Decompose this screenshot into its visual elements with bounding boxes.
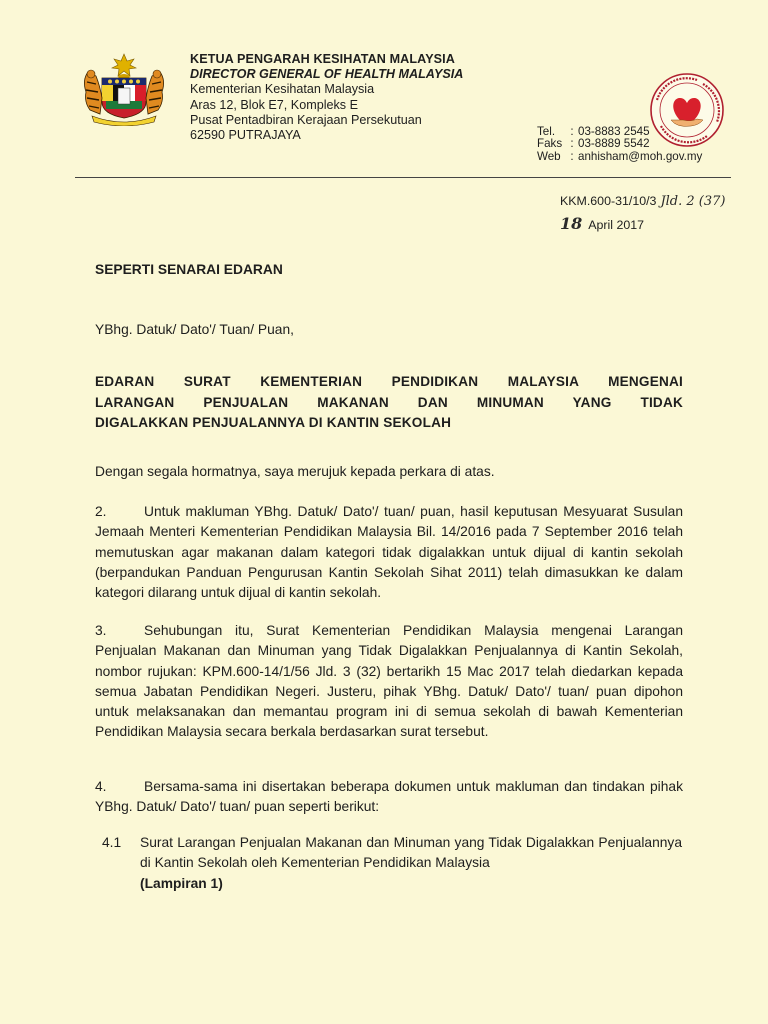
contact-value: 03-8883 2545 bbox=[578, 125, 650, 138]
contact-value: anhisham@moh.gov.my bbox=[578, 149, 703, 163]
address-line: 62590 PUTRAJAYA bbox=[190, 128, 301, 143]
paragraph-text: Bersama-sama ini disertakan beberapa dokumen untuk makluman dan tindakan pihak YBhg. Datuk/ Dato'/ tuan/ puan seperti berikut: bbox=[95, 779, 683, 815]
contact-label: Web bbox=[537, 149, 561, 163]
reference-number bbox=[560, 194, 725, 209]
subject-heading bbox=[95, 372, 683, 434]
contact-label: Tel. bbox=[537, 125, 556, 138]
subject-line: LARANGAN PENJUALAN MAKANAN DAN MINUMAN YANG TIDAK bbox=[95, 394, 683, 410]
contact-row-tel: Tel. : 03-8883 2545 bbox=[537, 125, 650, 138]
attachment-label: (Lampiran 1) bbox=[140, 875, 223, 891]
malaysia-coat-of-arms-icon bbox=[74, 52, 174, 126]
paragraph-number: 4. bbox=[95, 779, 107, 794]
contact-row-web: Web : anhisham@moh.gov.my bbox=[537, 149, 703, 163]
paragraph-number: 3. bbox=[95, 623, 107, 638]
contact-row-fax: Faks : 03-8889 5542 bbox=[537, 137, 650, 151]
contact-value: 03-8889 5542 bbox=[578, 137, 650, 151]
handwritten-volume: Jld. 2 (37) bbox=[660, 194, 726, 209]
salutation: YBhg. Datuk/ Dato'/ Tuan/ Puan, bbox=[95, 322, 294, 337]
item-text bbox=[140, 833, 682, 894]
contact-block bbox=[537, 126, 702, 163]
list-item-4-1 bbox=[102, 833, 682, 894]
org-title-bm: KETUA PENGARAH KESIHATAN MALAYSIA bbox=[190, 52, 455, 66]
opening-paragraph: Dengan segala hormatnya, saya merujuk kepada perkara di atas. bbox=[95, 464, 495, 479]
org-title-en: DIRECTOR GENERAL OF HEALTH MALAYSIA bbox=[190, 67, 464, 82]
address-line: Pusat Pentadbiran Kerajaan Persekutuan bbox=[190, 112, 422, 127]
paragraph-4 bbox=[95, 777, 683, 818]
date-month-year: April 2017 bbox=[588, 218, 645, 232]
paragraph-number: 2. bbox=[95, 504, 107, 519]
letter-date bbox=[560, 214, 644, 233]
paragraph-text: Sehubungan itu, Surat Kementerian Pendidikan Malaysia mengenai Larangan Penjualan Makanan dan Minuman yang Tidak Digalakkan Penjualannya di Kantin Sekolah, nombor rujukan: KPM.600-14/1/56 Jld. 3 (32) bertarikh 15 Mac 2017 telah diedarkan kepada semua Jabatan Pendidikan Negeri. Justeru, pihak YBhg. Datuk/ Dato'/ tuan/ puan dipohon untuk melaksanakan dan memantau program ini di semua sekolah di bawah Kementerian Pendidikan Malaysia secara berkala berdasarkan surat tersebut. bbox=[95, 623, 683, 740]
reference-code: KKM.600-31/10/3 bbox=[560, 194, 657, 208]
letterhead bbox=[190, 52, 463, 143]
paragraph-text: Untuk makluman YBhg. Datuk/ Dato'/ tuan/ puan, hasil keputusan Mesyuarat Susulan Jemaah Menteri Kementerian Pendidikan Malaysia Bil. 14/2016 pada 7 September 2016 telah memutuskan agar makanan dalam kategori tidak digalakkan untuk dijual di kantin sekolah (berpandukan Panduan Pengurusan Kantin Sekolah Sihat 2011) telah dimasukkan ke dalam kategori dilarang untuk dijual di kantin sekolah. bbox=[95, 504, 683, 601]
paragraph-2 bbox=[95, 502, 683, 603]
handwritten-day: 18 bbox=[560, 214, 583, 233]
item-description: Surat Larangan Penjualan Makanan dan Minuman yang Tidak Digalakkan Penjualannya di Kantin Sekolah oleh Kementerian Pendidikan Malaysia bbox=[140, 835, 682, 871]
subject-line: DIGALAKKAN PENJUALANNYA DI KANTIN SEKOLAH bbox=[95, 415, 452, 430]
header-divider bbox=[75, 177, 731, 178]
item-number: 4.1 bbox=[102, 835, 122, 850]
address-line: Kementerian Kesihatan Malaysia bbox=[190, 82, 375, 97]
address-line: Aras 12, Blok E7, Kompleks E bbox=[190, 97, 358, 112]
paragraph-3 bbox=[95, 621, 683, 743]
contact-label: Faks bbox=[537, 137, 563, 151]
recipient: SEPERTI SENARAI EDARAN bbox=[95, 262, 283, 277]
subject-line: EDARAN SURAT KEMENTERIAN PENDIDIKAN MALAYSIA MENGENAI bbox=[95, 374, 683, 389]
